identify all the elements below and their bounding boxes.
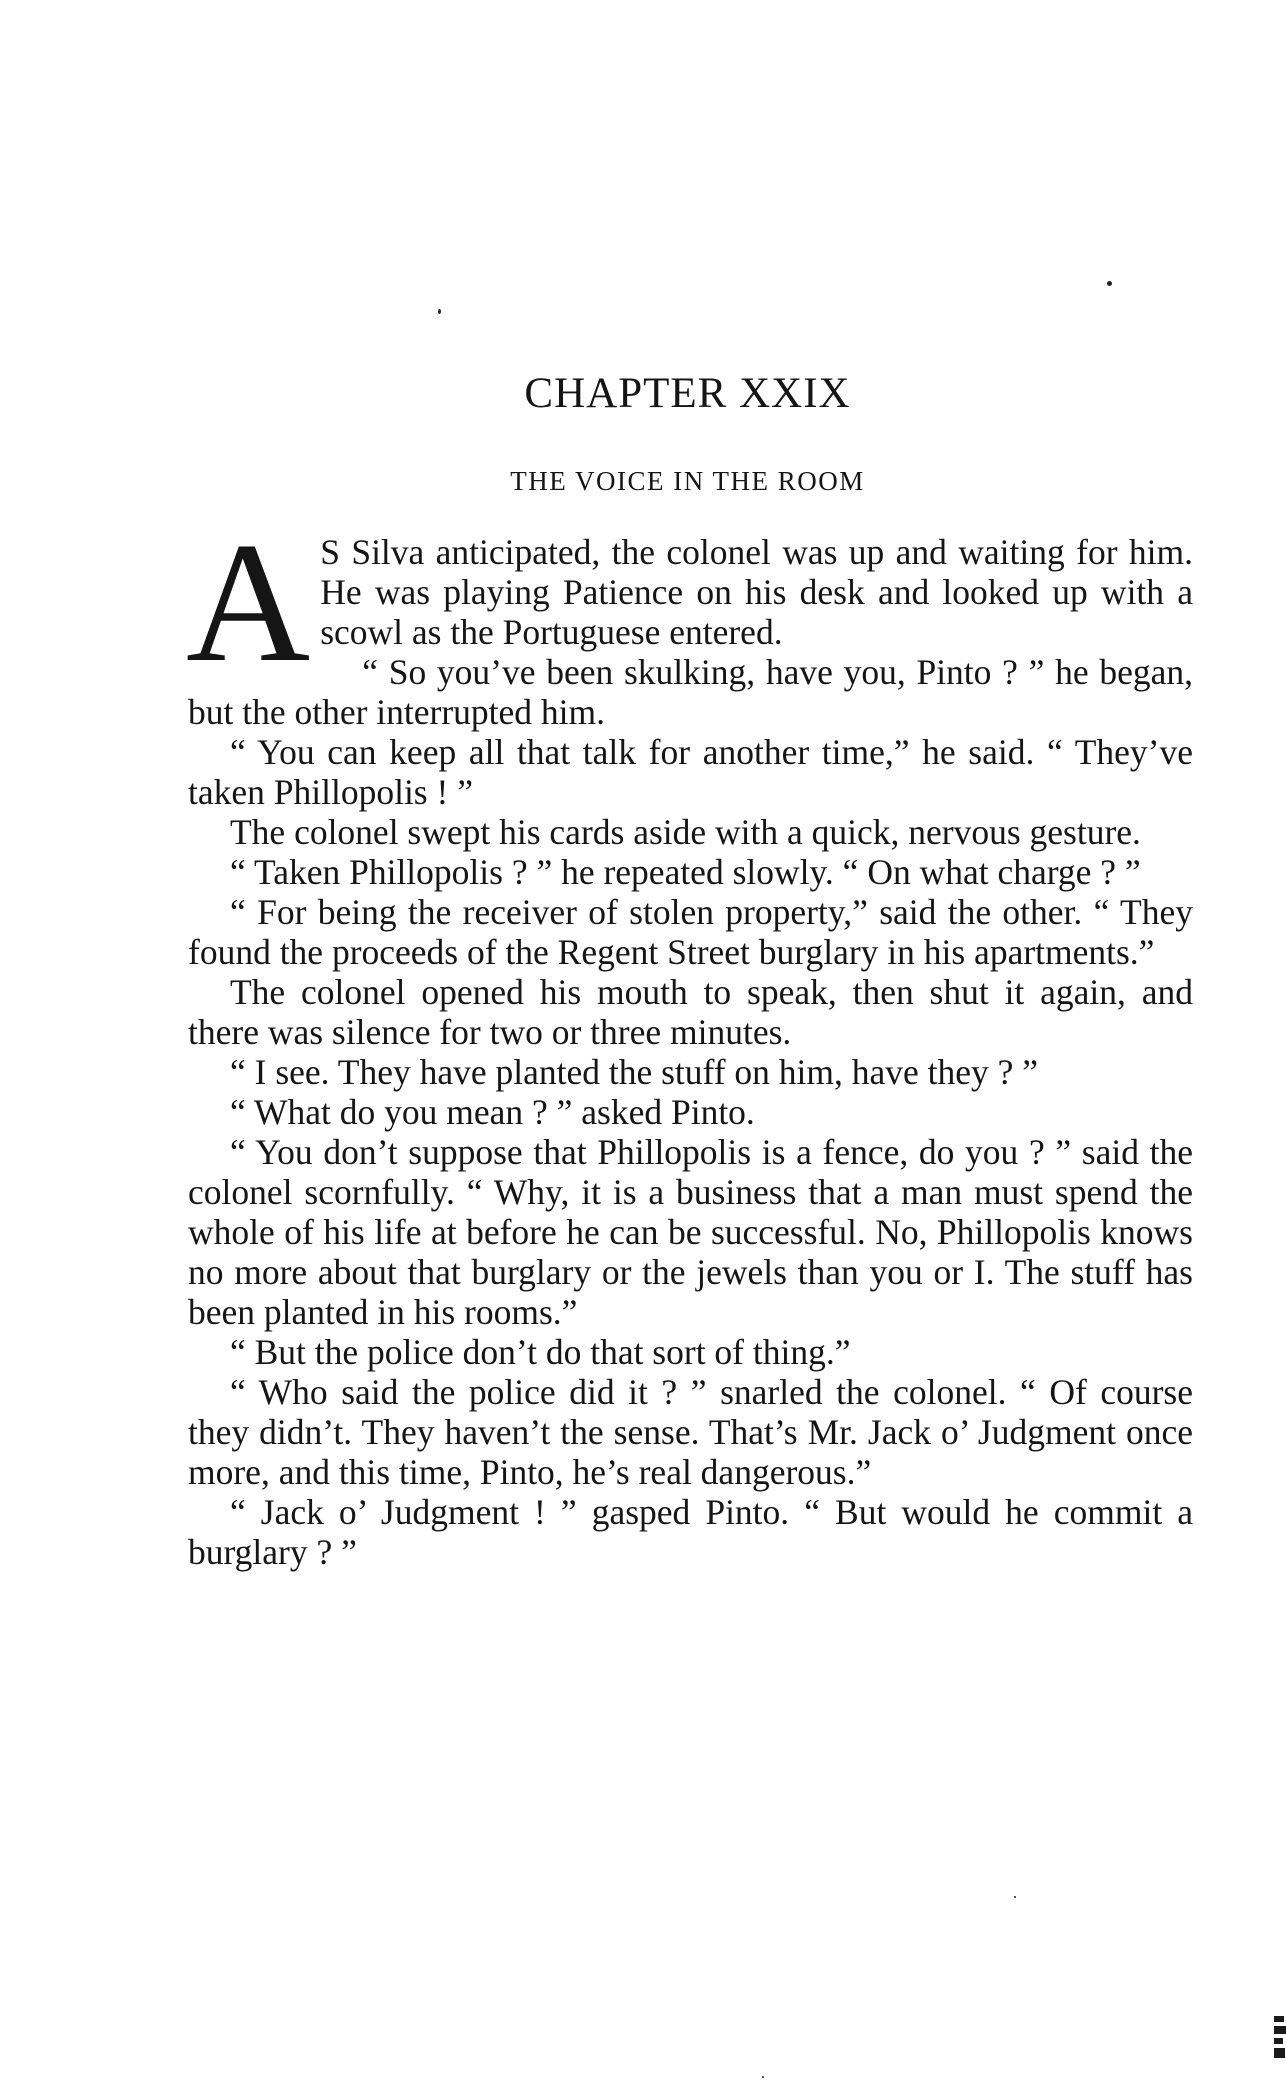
- paragraph: “ For being the receiver of stolen property,” said the other. “ They found the proceeds of the Regent Street burglary in his apartments.”: [188, 892, 1193, 972]
- chapter-subtitle: THE VOICE IN THE ROOM: [510, 466, 865, 496]
- drop-cap: A: [186, 508, 311, 698]
- print-speck: [438, 309, 441, 314]
- opening-paragraph-text: S Silva anticipated, the colonel was up and waiting for him. He was playing Patience on his desk and looked up with a scowl as the Portuguese entered.: [320, 532, 1193, 652]
- print-speck: [762, 2076, 764, 2078]
- print-speck: [1014, 1896, 1016, 1898]
- paragraph: “ You don’t suppose that Phillopolis is a fence, do you ? ” said the colonel scornfully. “ Why, it is a business that a man must spend the whole of his life at before he can be successful. No, Phillopolis knows no more about that burglary or the jewels than you or I. The stuff has been planted in his rooms.”: [188, 1132, 1193, 1332]
- page-edge-mark: [1274, 2016, 1286, 2076]
- paragraph: “ So you’ve been skulking, have you, Pinto ? ” he began, but the other interrupted him.: [188, 652, 1193, 732]
- paragraph: “ Jack o’ Judgment ! ” gasped Pinto. “ But would he commit a burglary ? ”: [188, 1492, 1193, 1572]
- chapter-title: CHAPTER XXIX: [524, 370, 851, 417]
- paragraph: “ You can keep all that talk for another time,” he said. “ They’ve taken Phillopolis ! ”: [188, 732, 1193, 812]
- paragraph: “ What do you mean ? ” asked Pinto.: [230, 1092, 755, 1132]
- print-speck: [1107, 281, 1112, 286]
- paragraph: “ But the police don’t do that sort of thing.”: [230, 1332, 851, 1372]
- paragraph: “ I see. They have planted the stuff on him, have they ? ”: [230, 1052, 1039, 1092]
- paragraph: The colonel swept his cards aside with a quick, nervous gesture.: [230, 812, 1141, 852]
- paragraph: “ Taken Phillopolis ? ” he repeated slowly. “ On what charge ? ”: [230, 852, 1141, 892]
- chapter-text: [186, 508, 1193, 1572]
- paragraph: “ Who said the police did it ? ” snarled the colonel. “ Of course they didn’t. They haven’t the sense. That’s Mr. Jack o’ Judgment once more, and this time, Pinto, he’s real dangerous.”: [188, 1372, 1193, 1492]
- paragraph: The colonel opened his mouth to speak, then shut it again, and there was silence for two or three minutes.: [188, 972, 1193, 1052]
